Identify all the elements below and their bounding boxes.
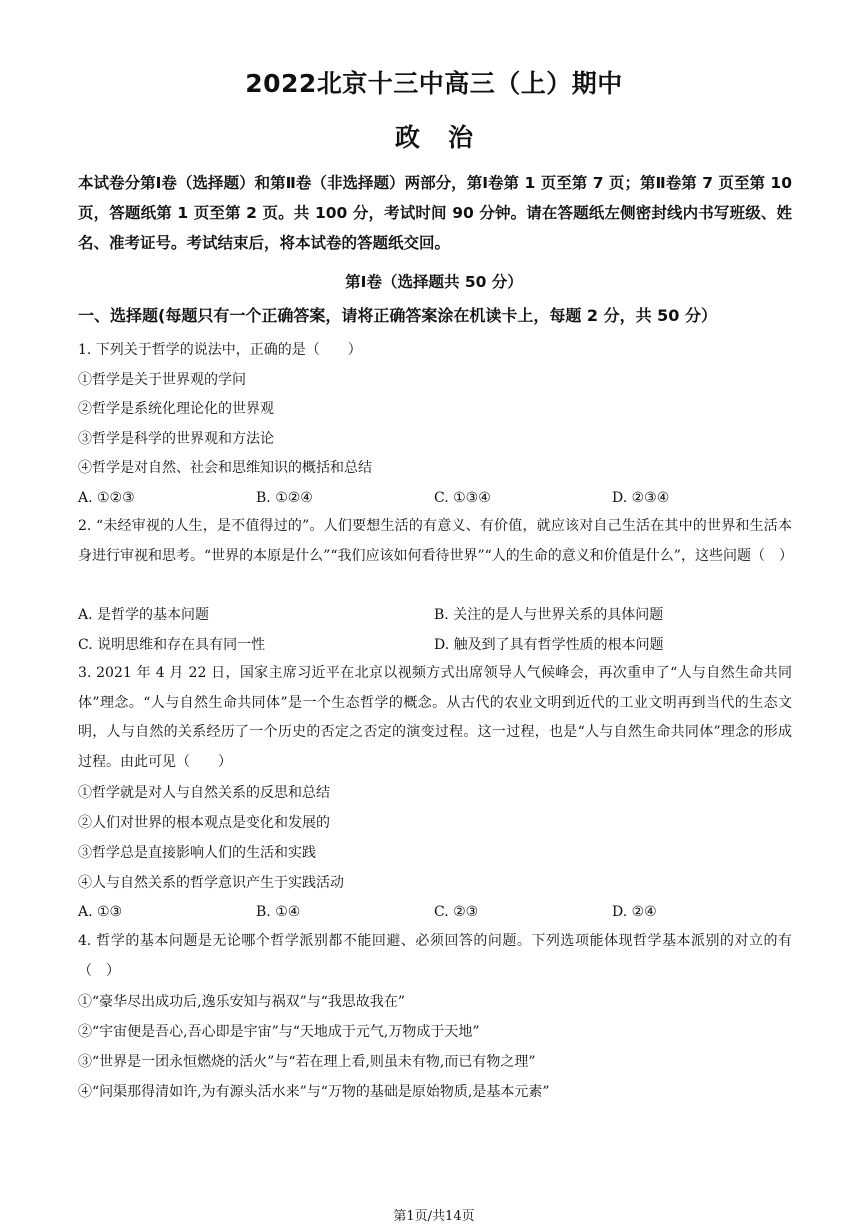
question-1-item: ①哲学是关于世界观的学问: [78, 372, 246, 388]
page-number: 第1页/共14页: [393, 1209, 475, 1224]
question-2-stem: 2. “未经审视的人生，是不值得过的”。人们要想生活的有意义、有价值，就应该对自己生活在其中的世界和生活本身进行审视和思考。“世界的本原是什么”“我们应该如何看待世界”“人的生命的意义和价值是什么”，这些问题（ ）: [78, 518, 793, 564]
question-1-option-c: C. ①③④: [434, 490, 491, 506]
question-1-item: ③哲学是科学的世界观和方法论: [78, 431, 274, 447]
question-1-stem: 1. 下列关于哲学的说法中，正确的是（ ）: [78, 342, 362, 358]
question-2-option-c: C. 说明思维和存在具有同一性: [78, 637, 266, 653]
question-4-item: ④“问渠那得清如许,为有源头活水来”与“万物的基础是原始物质,是基本元素”: [78, 1084, 550, 1100]
exam-title: 2022北京十三中高三（上）期中: [245, 69, 623, 98]
question-2-option-d: D. 触及到了具有哲学性质的根本问题: [434, 637, 664, 653]
part-heading: 一、选择题(每题只有一个正确答案，请将正确答案涂在机读卡上，每题 2 分，共 50 分）: [78, 306, 717, 325]
question-3-item: ④人与自然关系的哲学意识产生于实践活动: [78, 875, 344, 891]
question-3-item: ③哲学总是直接影响人们的生活和实践: [78, 845, 316, 861]
question-3-item: ②人们对世界的根本观点是变化和发展的: [78, 815, 330, 831]
question-3-option-b: B. ①④: [256, 904, 301, 920]
question-3-option-c: C. ②③: [434, 904, 479, 920]
question-3-option-d: D. ②④: [612, 904, 657, 920]
question-3-item: ①哲学就是对人与自然关系的反思和总结: [78, 785, 330, 801]
exam-instructions: 本试卷分第Ⅰ卷（选择题）和第Ⅱ卷（非选择题）两部分，第Ⅰ卷第 1 页至第 7 页；第Ⅱ卷第 7 页至第 10 页，答题纸第 1 页至第 2 页。共 100 分，考试时间 90 分钟。请在答题纸左侧密封线内书写班级、姓名、准考证号。考试结束后，将本试卷的答题纸交回。: [78, 174, 792, 252]
question-1-option-a: A. ①②③: [78, 490, 135, 506]
question-2-option-b: B. 关注的是人与世界关系的具体问题: [434, 607, 664, 623]
question-1-item: ④哲学是对自然、社会和思维知识的概括和总结: [78, 460, 372, 476]
question-3-stem: 3. 2021 年 4 月 22 日，国家主席习近平在北京以视频方式出席领导人气候峰会，再次重申了“人与自然生命共同体”理念。“人与自然生命共同体”是一个生态哲学的概念。从古代的农业文明到近代的工业文明再到当代的生态文明，人与自然的关系经历了一个历史的否定之否定的演变过程。这一过程，也是“人与自然生命共同体”理念的形成过程。由此可见（ ）: [78, 665, 792, 770]
question-4-stem: 4. 哲学的基本问题是无论哪个哲学派别都不能回避、必须回答的问题。下列选项能体现哲学基本派别的对立的有（ ）: [78, 933, 792, 979]
question-2-option-a: A. 是哲学的基本问题: [78, 607, 210, 623]
question-3-option-a: A. ①③: [78, 904, 123, 920]
question-1-option-b: B. ①②④: [256, 490, 313, 506]
section-heading: 第Ⅰ卷（选择题共 50 分）: [345, 273, 523, 291]
question-4-item: ③“世界是一团永恒燃烧的活火”与“若在理上看,则虽未有物,而已有物之理”: [78, 1054, 536, 1070]
question-4-item: ②“宇宙便是吾心,吾心即是宇宙”与“天地成于元气,万物成于天地”: [78, 1024, 480, 1040]
question-1-option-d: D. ②③④: [612, 490, 670, 506]
question-4-item: ①“豪华尽出成功后,逸乐安知与祸双”与“我思故我在”: [78, 994, 406, 1010]
question-1-item: ②哲学是系统化理论化的世界观: [78, 401, 274, 417]
subject-title: 政治: [394, 123, 501, 152]
